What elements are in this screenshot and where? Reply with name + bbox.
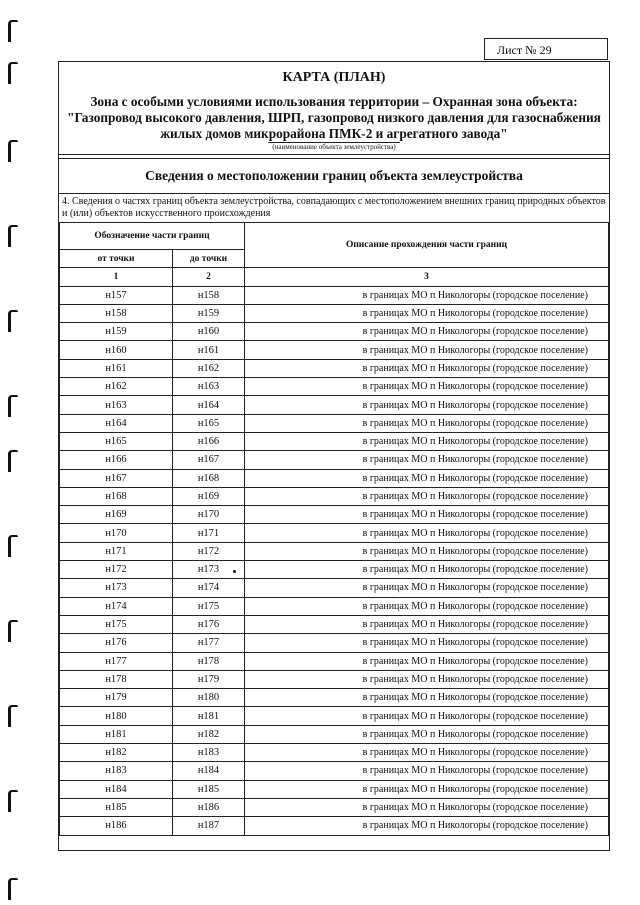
table-row [60,707,609,725]
table-row [60,469,609,487]
cell-from: н171 [60,542,173,560]
table-row [60,615,609,633]
binding-ring [8,620,18,642]
table-row [60,597,609,615]
cell-to: н184 [173,762,245,780]
table-row [60,286,609,304]
table-row [60,652,609,670]
binding-ring [8,878,18,900]
binding-ring [8,535,18,557]
binding-ring [8,395,18,417]
binding-ring [8,20,18,42]
cell-from: н176 [60,634,173,652]
cell-desc: в границах МО п Никологоры (городское поселение) [245,798,609,816]
cell-from: н159 [60,323,173,341]
cell-from: н162 [60,378,173,396]
cell-to: н173 [173,561,245,579]
cell-desc: в границах МО п Никологоры (городское поселение) [245,780,609,798]
cell-from: н157 [60,286,173,304]
cell-desc: в границах МО п Никологоры (городское поселение) [245,615,609,633]
cell-desc: в границах МО п Никологоры (городское поселение) [245,414,609,432]
cell-from: н179 [60,689,173,707]
table-row [60,817,609,835]
cell-from: н173 [60,579,173,597]
table-row [60,414,609,432]
cell-to: н185 [173,780,245,798]
header-desc: Описание прохождения части границ [245,223,609,268]
table-row [60,798,609,816]
table-row [60,634,609,652]
cell-desc: в границах МО п Никологоры (городское поселение) [245,707,609,725]
cell-from: н169 [60,506,173,524]
cell-from: н183 [60,762,173,780]
cell-desc: в границах МО п Никологоры (городское поселение) [245,817,609,835]
cell-desc: в границах МО п Никологоры (городское поселение) [245,323,609,341]
cell-from: н184 [60,780,173,798]
cell-from: н160 [60,341,173,359]
table-row [60,451,609,469]
cell-desc: в границах МО п Никологоры (городское поселение) [245,652,609,670]
cell-from: н167 [60,469,173,487]
table-row [60,378,609,396]
section-note: 4. Сведения о частях границ объекта землеустройства, совпадающих с местоположением внешних границ природных объектов и (или) объектов искусственного происхождения [62,196,606,219]
cell-to: н175 [173,597,245,615]
map-title: КАРТА (ПЛАН) [282,70,386,85]
cell-from: н172 [60,561,173,579]
cell-desc: в границах МО п Никологоры (городское поселение) [245,670,609,688]
cell-to: н159 [173,304,245,322]
cell-desc: в границах МО п Никологоры (городское поселение) [245,597,609,615]
table-row [60,432,609,450]
cell-to: н169 [173,487,245,505]
cell-desc: в границах МО п Никологоры (городское поселение) [245,561,609,579]
table-row [60,487,609,505]
stray-mark [233,570,236,573]
cell-to: н168 [173,469,245,487]
cell-desc: в границах МО п Никологоры (городское поселение) [245,359,609,377]
cell-to: н166 [173,432,245,450]
table-row [60,561,609,579]
cell-from: н181 [60,725,173,743]
cell-desc: в границах МО п Никологоры (городское поселение) [245,341,609,359]
boundary-table [59,222,609,836]
table-row [60,524,609,542]
cell-from: н163 [60,396,173,414]
cell-desc: в границах МО п Никологоры (городское поселение) [245,634,609,652]
table-row [60,689,609,707]
cell-from: н166 [60,451,173,469]
cell-from: н180 [60,707,173,725]
cell-from: н161 [60,359,173,377]
cell-desc: в границах МО п Никологоры (городское поселение) [245,487,609,505]
table-row [60,542,609,560]
cell-to: н181 [173,707,245,725]
cell-from: н177 [60,652,173,670]
table-row [60,359,609,377]
binding-ring [8,225,18,247]
cell-from: н186 [60,817,173,835]
cell-to: н174 [173,579,245,597]
cell-desc: в границах МО п Никологоры (городское поселение) [245,762,609,780]
cell-to: н183 [173,744,245,762]
table-row [60,744,609,762]
cell-from: н175 [60,615,173,633]
table-row [60,323,609,341]
cell-to: н160 [173,323,245,341]
cell-from: н170 [60,524,173,542]
cell-from: н182 [60,744,173,762]
cell-to: н178 [173,652,245,670]
binding-ring [8,310,18,332]
table-row [60,396,609,414]
cell-to: н158 [173,286,245,304]
cell-to: н165 [173,414,245,432]
object-caption-wrap [59,143,609,151]
cell-to: н161 [173,341,245,359]
binding-ring [8,790,18,812]
binding-ring [8,705,18,727]
cell-to: н180 [173,689,245,707]
cell-desc: в границах МО п Никологоры (городское поселение) [245,286,609,304]
zone-title: Зона с особыми условиями использования территории – Охранная зона объекта: "Газопровод высокого давления, ШРП, газопровод низкого давления для газоснабжения жилых домов микрорайона ПМК-2 и агрегатного завода" [67,94,601,141]
table-row [60,762,609,780]
binding-ring [8,450,18,472]
sheet-number: Лист № 29 [484,38,608,60]
cell-from: н158 [60,304,173,322]
cell-from: н174 [60,597,173,615]
table-row [60,780,609,798]
cell-desc: в границах МО п Никологоры (городское поселение) [245,744,609,762]
cell-from: н164 [60,414,173,432]
cell-to: н171 [173,524,245,542]
cell-to: н176 [173,615,245,633]
header-group: Обозначение части границ [60,223,245,250]
cell-to: н182 [173,725,245,743]
header-to: до точки [173,250,245,268]
binding-ring [8,140,18,162]
cell-desc: в границах МО п Никологоры (городское поселение) [245,396,609,414]
document-header [59,62,609,155]
cell-from: н178 [60,670,173,688]
header-from: от точки [60,250,173,268]
cell-from: н165 [60,432,173,450]
cell-desc: в границах МО п Никологоры (городское поселение) [245,689,609,707]
cell-to: н163 [173,378,245,396]
cell-to: н170 [173,506,245,524]
cell-desc: в границах МО п Никологоры (городское поселение) [245,579,609,597]
table-row [60,506,609,524]
cell-from: н168 [60,487,173,505]
cell-to: н186 [173,798,245,816]
cell-from: н185 [60,798,173,816]
cell-desc: в границах МО п Никологоры (городское поселение) [245,451,609,469]
cell-desc: в границах МО п Никологоры (городское поселение) [245,725,609,743]
cell-desc: в границах МО п Никологоры (городское поселение) [245,506,609,524]
table-row [60,725,609,743]
cell-to: н172 [173,542,245,560]
table-row [60,579,609,597]
cell-to: н164 [173,396,245,414]
object-caption: (наименование объекта землеустройства) [268,142,399,151]
binding-ring [8,62,18,84]
col-num-1: 1 [60,268,173,286]
cell-to: н167 [173,451,245,469]
table-row [60,670,609,688]
table-row [60,304,609,322]
table-row [60,341,609,359]
table-body [60,286,609,835]
cell-to: н179 [173,670,245,688]
binding-rings [8,0,20,905]
col-num-2: 2 [173,268,245,286]
cell-to: н177 [173,634,245,652]
cell-to: н162 [173,359,245,377]
col-num-3: 3 [245,268,609,286]
cell-desc: в границах МО п Никологоры (городское поселение) [245,524,609,542]
cell-desc: в границах МО п Никологоры (городское поселение) [245,432,609,450]
document-frame [58,61,610,851]
cell-desc: в границах МО п Никологоры (городское поселение) [245,304,609,322]
cell-desc: в границах МО п Никологоры (городское поселение) [245,378,609,396]
cell-desc: в границах МО п Никологоры (городское поселение) [245,542,609,560]
section-title: Сведения о местоположении границ объекта землеустройства [59,158,609,194]
cell-to: н187 [173,817,245,835]
cell-desc: в границах МО п Никологоры (городское поселение) [245,469,609,487]
